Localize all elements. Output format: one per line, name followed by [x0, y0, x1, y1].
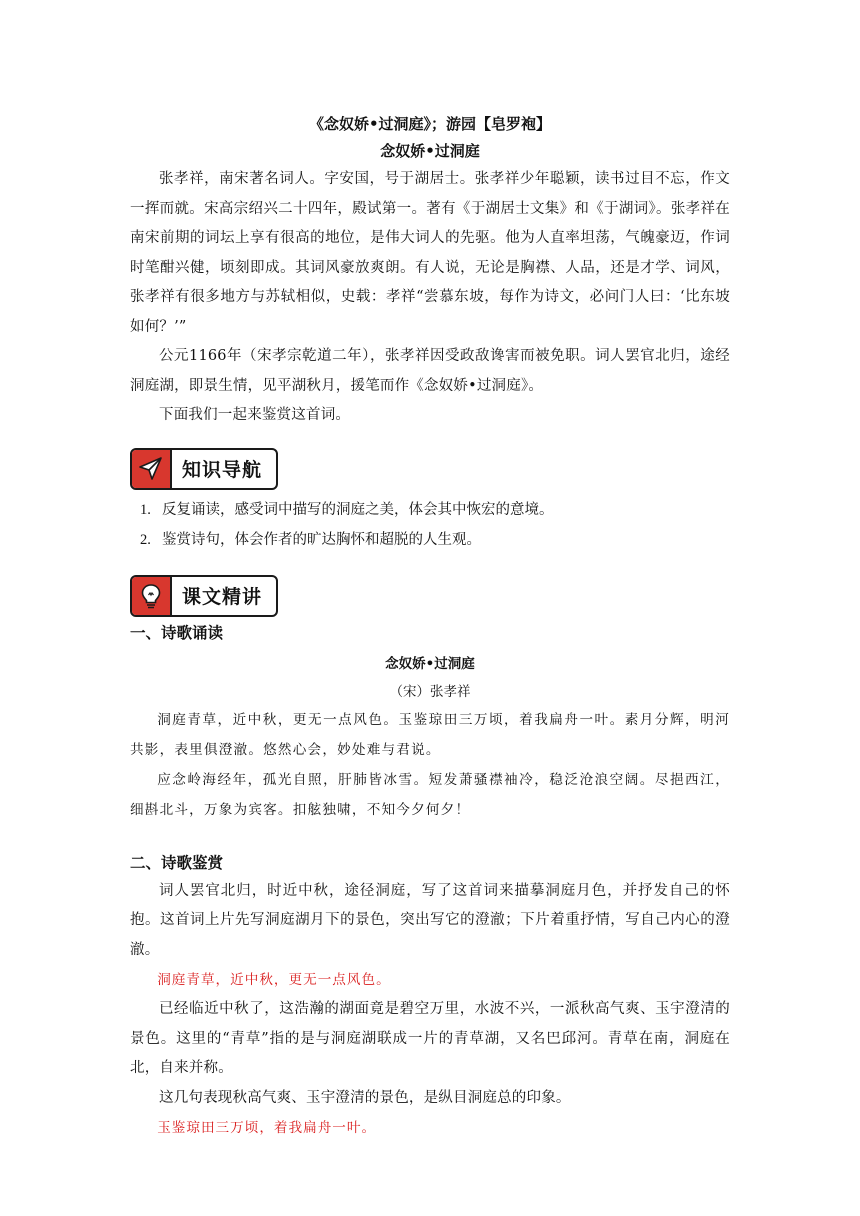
poem-stanza: 洞庭青草，近中秋，更无一点风色。玉鉴琼田三万顷，着我扁舟一叶。素月分辉，明河共影，表里俱澄澈。悠然心会，妙处难与君说。 — [130, 711, 730, 758]
document-body — [130, 111, 730, 1143]
page-subtitle: 念奴娇•过洞庭 — [380, 142, 480, 160]
appreciation-paragraph: 词人罢官北归，时近中秋，途径洞庭，写了这首词来描摹洞庭月色，并抒发自己的怀抱。这首词上片先写洞庭湖月下的景色，突出写它的澄澈；下片着重抒情，写自己内心的澄澈。 — [130, 882, 730, 958]
appreciation-paragraph: 这几句表现秋高气爽、玉宇澄清的景色，是纵目洞庭总的印象。 — [159, 1089, 571, 1106]
knowledge-nav-section — [130, 448, 730, 555]
poem-title: 念奴娇•过洞庭 — [385, 655, 475, 672]
quoted-poem-line: 玉鉴琼田三万顷，着我扁舟一叶。 — [157, 1120, 377, 1136]
lesson-label: 课文精讲 — [182, 586, 263, 608]
knowledge-nav-label: 知识导航 — [182, 459, 263, 481]
lesson-badge — [130, 575, 278, 617]
lesson-section — [130, 575, 730, 1144]
poem-author: （宋）张孝祥 — [389, 683, 471, 700]
page-title: 《念奴娇•过洞庭》；游园【皂罗袍】 — [308, 115, 552, 133]
appreciation-block — [130, 877, 730, 1144]
poem-stanza: 应念岭海经年，孤光自照，肝肺皆冰雪。短发萧骚襟袖冷，稳泛沧浪空阔。尽挹西江，细斟北斗，万象为宾客。扣舷独啸，不知今夕何夕！ — [130, 771, 730, 818]
appreciation-paragraph: 已经临近中秋了，这浩瀚的湖面竟是碧空万里，水波不兴，一派秋高气爽、玉宇澄清的景色。这里的“青草”指的是与洞庭湖联成一片的青草湖，又名巴邱河。青草在南，洞庭在北，自来并称。 — [130, 1001, 730, 1076]
section-heading-recite: 一、诗歌诵读 — [130, 623, 224, 642]
list-item: 2. 鉴赏诗句，体会作者的旷达胸怀和超脱的人生观。 — [140, 531, 481, 548]
intro-paragraph: 下面我们一起来鉴赏这首词。 — [159, 407, 351, 423]
intro-section — [130, 165, 730, 431]
paper-plane-icon — [132, 450, 172, 488]
goals-list — [130, 495, 730, 555]
list-item: 1. 反复诵读，感受词中描写的洞庭之美，体会其中恢宏的意境。 — [140, 501, 554, 518]
lightbulb-icon — [132, 577, 172, 615]
section-heading-appreciation: 二、诗歌鉴赏 — [130, 853, 224, 872]
quoted-poem-line: 洞庭青草，近中秋，更无一点风色。 — [157, 972, 391, 988]
intro-paragraph: 公元1166年（宋孝宗乾道二年），张孝祥因受政敌谗害而被免职。词人罢官北归，途经洞庭湖，即景生情，见平湖秋月，援笔而作《念奴娇•过洞庭》。 — [130, 348, 730, 394]
intro-paragraph: 张孝祥，南宋著名词人。字安国，号于湖居士。张孝祥少年聪颖，读书过目不忘，作文一挥而就。宋高宗绍兴二十四年，殿试第一。著有《于湖居士文集》和《于湖词》。张孝祥在南宋前期的词坛上享有很高的地位，是伟大词人的先驱。他为人直率坦荡，气魄豪迈，作词时笔酣兴健，顷刻即成。其词风豪放爽朗。有人说，无论是胸襟、人品，还是才学、词风，张孝祥有很多地方与苏轼相似，史载：孝祥“尝慕东坡，每作为诗文，必问门人曰：‘比东坡如何？’” — [130, 171, 730, 335]
knowledge-nav-badge — [130, 448, 278, 490]
poem-block — [130, 649, 730, 825]
